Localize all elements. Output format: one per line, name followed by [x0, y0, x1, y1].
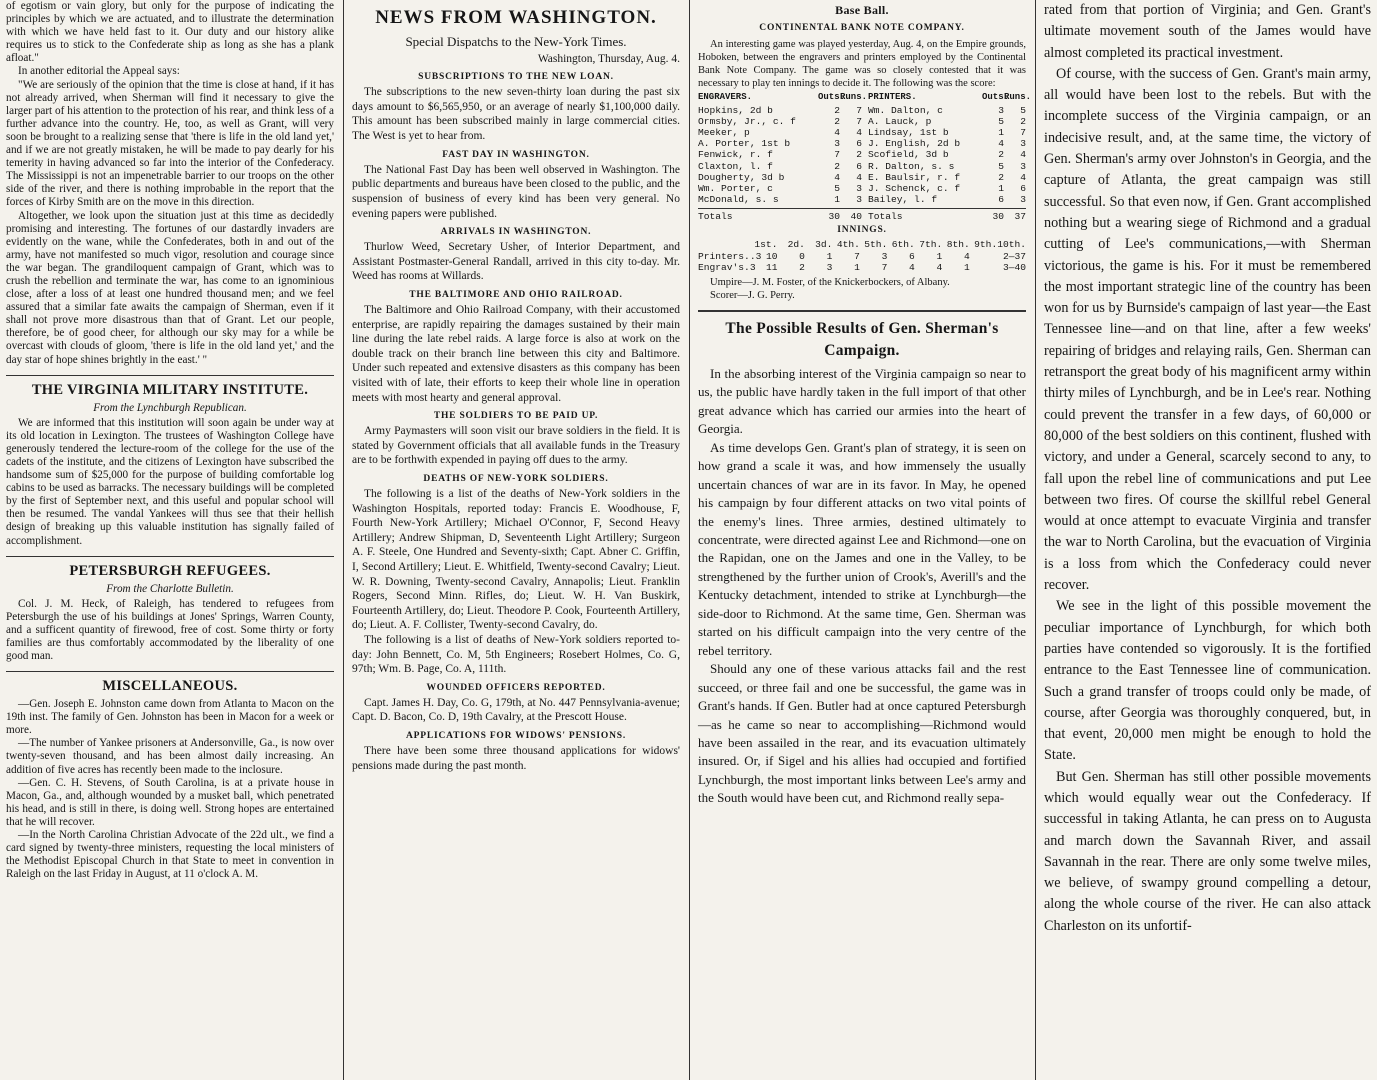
article-paragraph: "We are seriously of the opinion that the time is close at hand, if it has not already arrived, when Sherman will find it necessary to give the larger part of his attention to the protection of his rear, and think less of a further advance into the country. He, too, as well as Grant, will very soon be brought to a realizing sense that 'there is life in the old land yet,' and if we are not greatly mistaken, he will be made to pay dearly for his temerity in having advanced so far into the interior of the Confederacy. The Mississippi is not an impenetrable barrier to our troops on the other side of the river, and there is nothing improbable in the report that the forces of Kirby Smith are on the move in this direction. [6, 78, 334, 209]
article-paragraph: of egotism or vain glory, but only for the purpose of indicating the principles by which we are actuated, and to illustrate the determination with which we have held fast to it. Our duty and our history alike requires us to stick to the Confederate ship as long as she has a plank afloat." [6, 0, 334, 65]
article-paragraph: rated from that portion of Virginia; and Gen. Grant's ultimate movement south of the James would have almost completed its practical investment. [1044, 2, 1371, 61]
score-header-outs: Outs. [982, 92, 1010, 103]
column-rule [343, 0, 344, 1080]
innings-header: 7th. [919, 239, 943, 251]
article-heading: MISCELLANEOUS. [6, 671, 334, 695]
score-cell: 4 [834, 126, 840, 138]
score-cell: 7 [856, 104, 862, 116]
score-cell: 2 [834, 160, 840, 172]
column-2 [346, 0, 686, 1080]
box-score [698, 92, 1032, 103]
score-cell: 4 [834, 171, 840, 183]
score-cell: 3 [856, 183, 862, 195]
section-heading: SUBSCRIPTIONS TO THE NEW LOAN. [418, 72, 614, 83]
score-cell: 7 [856, 115, 862, 127]
innings-value: 3 [826, 262, 833, 274]
score-cell: 5 [834, 183, 840, 195]
score-cell: Fenwick, r. f [698, 149, 773, 161]
article-source: From the Lynchburgh Republican. [93, 401, 247, 414]
score-header-engravers: ENGRAVERS. [698, 92, 753, 103]
section-heading: DEATHS OF NEW-YORK SOLDIERS. [423, 474, 609, 484]
box-score-rows [698, 105, 1026, 206]
innings-value: 2 [799, 262, 805, 274]
innings-header: 2d. [787, 239, 805, 251]
score-header-outs: Outs. [818, 92, 846, 103]
article-paragraph: Should any one of these various attacks fail and the rest succeed, or three fail and one be successful, the game was in Grant's hands. If Gen. Butler had at once captured Petersburgh—as he came so near to accomplishing—Richmond would have been assailed in the rear, and its evacuation ultimately insured. Or, if Sigel and his allies had occupied and fortified Lynchburgh, the most important links between Lee's army and the South would have been cut, and Richmond really sepa- [698, 661, 1026, 806]
section-heading: APPLICATIONS FOR WIDOWS' PENSIONS. [405, 731, 627, 742]
misc-item: —The number of Yankee prisoners at Andersonville, Ga., is now over twenty-seven thousand, and has been almost daily increasing. An addition of five acres has recently been made to the inclosure. [6, 737, 334, 776]
innings-header: 1st. [754, 239, 778, 251]
score-cell: Hopkins, 2d b [698, 104, 773, 116]
score-cell: 3 [1020, 160, 1026, 172]
score-cell: A. Lauck, p [868, 115, 932, 127]
innings-value: 3—40 [1002, 262, 1026, 274]
article-paragraph: The Baltimore and Ohio Railroad Company, with their accustomed enterprise, are rapidly repairing the damages sustained by their main line during the late rebel raids. A large force is also at work on the double track on their branch line between this city and Baltimore. Under such repeated and extensive disasters as this company has been visited with of late, their efforts to keep their whole line in operation meets with most hearty and general approval. [352, 304, 680, 404]
umpire-line: Umpire—J. M. Foster, of the Knickerbockers, of Albany. [710, 276, 950, 288]
column-rule [1035, 0, 1036, 1080]
article-source: From the Charlotte Bulletin. [106, 582, 234, 595]
article-paragraph: In the absorbing interest of the Virginia campaign so near to us, the public have hardly taken in the full import of that other great advance which has carried our armies into the heart of Georgia. [698, 365, 1026, 437]
article-paragraph: Altogether, we look upon the situation just at this time as decidedly promising and interesting. The fortunes of our dastardly invaders are evidently on the wane, while the Confederates, both in and out of the army, have not manifested so much vigor, resolution and courage since the war began. The grandiloquent campaign of Grant, which was to crush the rebellion and terminate the war, has come to an ignominious close, after a loss of at least one hundred thousand men; and we feel assured that a similar fate awaits the campaign of Sherman, even if it shall not prove more disastrous than that of Grant. Let our people, therefore, be of good cheer, for although our sky may for a while be overcast with clouds of gloom, 'there is life in the old land yet,' and the day star of hope shines brightly in the east.' " [6, 209, 334, 366]
section-heading: THE SOLDIERS TO BE PAID UP. [433, 411, 599, 422]
column-1 [0, 0, 340, 1080]
score-cell: Dougherty, 3d b [698, 171, 785, 183]
totals-label: Totals [698, 208, 818, 222]
score-cell: 5 [998, 115, 1004, 127]
score-cell: Wm. Dalton, c [868, 104, 943, 116]
innings-value: 4 [936, 262, 943, 274]
article-subheading: CONTINENTAL BANK NOTE COMPANY. [759, 23, 965, 34]
innings-value: 0 [799, 250, 805, 262]
innings-value: 3 [881, 250, 888, 262]
innings-value: 2—37 [1002, 250, 1026, 262]
score-cell: 2 [856, 149, 862, 161]
score-cell: A. Porter, 1st b [698, 138, 791, 150]
score-cell: McDonald, s. s [698, 194, 779, 206]
article-heading: Base Ball. [835, 3, 889, 17]
article-heading: THE VIRGINIA MILITARY INSTITUTE. [6, 375, 334, 399]
article-paragraph: Thurlow Weed, Secretary Usher, of Interior Department, and Assistant Postmaster-General Randall, arrived in this city to-day. Mr. Weed has rooms at Willards. [352, 241, 680, 283]
score-cell: 7 [834, 149, 840, 161]
score-cell: 2 [998, 171, 1004, 183]
article-paragraph: But Gen. Sherman has still other possible movements which would equally wear out the Confederacy. If successful in taking Atlanta, he can press on to Augusta and march down the Savannah River, and assail Savannah in the rear. There are only some twelve miles, we believe, of swampy ground compelling a detour, along the whole course of the river. He can also attack Charleston on its unfortif- [1044, 768, 1371, 934]
innings-table [698, 239, 1026, 274]
score-cell: 5 [1020, 104, 1026, 116]
column-4 [1038, 0, 1377, 1080]
section-heading: ARRIVALS IN WASHINGTON. [440, 227, 592, 238]
innings-header: 8th. [946, 239, 970, 251]
score-cell: 4 [856, 126, 862, 138]
innings-team: Engrav's.3 [698, 262, 756, 274]
score-cell: 1 [834, 194, 840, 206]
box-score-totals [698, 208, 1026, 222]
score-cell: Scofield, 3d b [868, 149, 949, 161]
article-paragraph: Capt. James H. Day, Co. G, 179th, at No. 447 Pennsylvania-avenue; Capt. D. Bacon, Co. D, 19th Cavalry, at the Prescott House. [352, 696, 680, 724]
totals-value: 30 [818, 208, 840, 222]
innings-value: 7 [881, 262, 888, 274]
article-paragraph: The National Fast Day has been well observed in Washington. The public departments and bureaus have been closed to the public, and the suspension of business of every kind has been very general. No evening papers were published. [352, 163, 680, 220]
score-cell: 2 [998, 149, 1004, 161]
article-paragraph: The following is a list of the deaths of New-York soldiers in the Washington Hospitals, reported today: Francis E. Woodhouse, F, Fourth New-York Artillery; Michael O'Connor, F, Second Heavy Artillery; Andrew Shipman, D, Seventeenth Light Artillery; Surgeon A. F. Steele, One Hundred and Seventy-sixth; Capt. Abner C. Griffin, I, Second Artillery; Lieut. E. Whitfield, Twenty-second Cavalry; Lieut. W. R. Downing, Twenty-second Cavalry, Annapolis; Lieut. Franklin Rogers, Second Minn. Rifles, do; Lieut. W. H. Van Buskirk, Fourteenth Artillery, do; Lieut. Theodore P. Cook, Fourteenth Artillery, do; Lieut. A. F. Collister, Twenty-second Cavalry, do. [352, 488, 680, 632]
innings-header: 6th. [891, 239, 915, 251]
score-cell: J. Schenck, c. f [868, 183, 961, 195]
score-cell: 2 [834, 115, 840, 127]
article-heading: The Possible Results of Gen. Sherman's Campaign. [698, 310, 1026, 362]
column-rule [689, 0, 690, 1080]
totals-value: 37 [1004, 208, 1026, 222]
score-cell: Lindsay, 1st b [868, 126, 949, 138]
innings-value: 10 [765, 250, 778, 262]
score-cell: 3 [856, 194, 862, 206]
misc-item: —Gen. C. H. Stevens, of South Carolina, is at a private house in Macon, Ga., and, although wounded by a musket ball, which penetrated his head, and is still in there, is doing well. Strong hopes are entertained that he will recover. [6, 776, 334, 828]
article-paragraph: Army Paymasters will soon visit our brave soldiers in the field. It is stated by Government officials that all available funds in the Treasury are to be forthwith expended in paying off dues to the army. [352, 425, 680, 467]
article-heading: PETERSBURGH REFUGEES. [6, 556, 334, 580]
score-cell: 6 [856, 160, 862, 172]
score-cell: 2 [834, 104, 840, 116]
score-cell: 3 [1020, 194, 1026, 206]
article-paragraph: As time develops Gen. Grant's plan of strategy, it is seen on how grand a scale it was, and how immensely the usually uncertain chances of war are in its favor. In May, he opened his campaign by four different attacks on two vital points of the enemy's lines. Three armies, destined ultimately to concentrate, were directed against Lee and Richmond—one on the Rapidan, one on the James and one in the Valley, to be strengthened by the further union of Crook's, Averill's and the Kentucky detachment, intended to strike at Lynchburgh—the side-door to Richmond. At the same time, Gen. Sherman was started on his difficult campaign into the very centre of the rebel territory. [698, 439, 1026, 658]
innings-value: 4 [963, 250, 970, 262]
score-cell: Bailey, l. f [868, 194, 938, 206]
score-cell: 7 [1020, 126, 1026, 138]
innings-value: 11 [765, 262, 778, 274]
innings-value: 1 [936, 250, 943, 262]
misc-item: —In the North Carolina Christian Advocate of the 22d ult., we find a card signed by twenty-three ministers, requesting the local ministers of the Methodist Episcopal Church in that State to meet in convention in Raleigh on the last Friday in August, at 11 o'clock A. M. [6, 829, 334, 881]
innings-value: 6 [909, 250, 915, 262]
score-cell: 6 [856, 138, 862, 150]
score-header-printers: PRINTERS. [868, 92, 917, 103]
score-cell: 3 [998, 104, 1004, 116]
misc-item: —Gen. Joseph E. Johnston came down from Atlanta to Macon on the 19th inst. The family of Gen. Johnston has been in Macon for a week or more. [6, 698, 334, 737]
score-header-runs: Runs. [840, 92, 868, 103]
section-heading: THE BALTIMORE AND OHIO RAILROAD. [409, 289, 623, 300]
score-cell: R. Dalton, s. s [868, 160, 955, 172]
section-heading: FAST DAY IN WASHINGTON. [442, 149, 590, 160]
score-cell: 5 [998, 160, 1004, 172]
score-cell: J. English, 2d b [868, 138, 961, 150]
article-paragraph: The following is a list of deaths of New-York soldiers reported to-day: John Bennett, Co. M, 5th Engineers; Rosebert Holmes, Co. G, 97th; Wm. B. Page, Co. A, 111th. [352, 634, 680, 676]
innings-header: 5th. [864, 239, 888, 251]
score-cell: E. Baulsir, r. f [868, 171, 961, 183]
scorer-line: Scorer—J. G. Perry. [710, 289, 795, 301]
innings-corner [698, 239, 750, 251]
score-cell: Claxton, l. f [698, 160, 773, 172]
score-cell: Wm. Porter, c [698, 183, 773, 195]
innings-value: 1 [854, 262, 860, 274]
score-cell: 1 [998, 126, 1004, 138]
section-heading: WOUNDED OFFICERS REPORTED. [426, 682, 606, 693]
dispatch-line: Special Dispatchs to the New-York Times. [405, 34, 627, 50]
innings-value: 4 [909, 262, 915, 274]
score-cell: 4 [998, 138, 1004, 150]
score-cell: 2 [1020, 115, 1026, 127]
score-cell: Ormsby, Jr., c. f [698, 115, 796, 127]
score-header-runs: Runs. [1004, 92, 1032, 103]
score-cell: Meeker, p [698, 126, 750, 138]
innings-heading: INNINGS. [837, 224, 887, 235]
article-paragraph: We are informed that this institution will soon again be under way at its old location in Lexington. The trustees of Washington College have generously tendered the lecture-room of the college for the use of the cadets of the institute, and the citizens of Lexington have subscribed the handsome sum of $25,000 for the purpose of building comfortable log cabins to be used as barracks. The necessary buildings will be completed by the first of September next, and this useful and popular school will then be resumed. The vandal Yankees will thus see that their hellish design of breaking up this valuable institution has signally failed of accomplishment. [6, 416, 334, 547]
totals-value: 40 [840, 208, 862, 222]
totals-label: Totals [862, 208, 982, 222]
article-paragraph: Of course, with the success of Gen. Grant's main army, all would have been lost to the rebels. But with the incomplete success of the Virginia campaign, or an indecisive result, and, at the same time, the victory of Gen. Sherman's army over Johnston's in Georgia, and the capture of Atlanta, the great campaign was still successful. So that even now, if Gen. Grant accomplished nothing but a wearing siege of Richmond and a gradual cutting of Lee's communications,—with Sherman victorious, the game is his. For it must be remembered the most important strategic line of the country has been won for us by Burnside's campaign of last year—the East Tennessee line—and on that line, after a few weeks' repairing of bridges and relaying rails, Gen. Sherman can retransport the great body of his magnificent army within thirty miles of Lynchburgh, and be in Lee's rear. Nothing could prevent the transfer in a few days, of 60,000 or 80,000 of the best soldiers on this continent, flushed with victory, and under a General, scarcely second to any, to fall upon the rebel line of communications and put Lee between two fires. Of course the skillful rebel General would at once attempt to evacuate Virginia and transfer the war to North Carolina, but the evacuation of Virginia is a loss from which the Confederacy could never recover. [1044, 65, 1371, 594]
article-paragraph: An interesting game was played yesterday, Aug. 4, on the Empire grounds, Hoboken, between the engravers and printers employed by the Continental Bank Note Company. The game was so closely contested that it was necessary to play ten innings to decide it. The following was the score: [698, 38, 1026, 89]
innings-value: 1 [963, 262, 970, 274]
score-cell: 6 [998, 194, 1004, 206]
score-cell: 4 [856, 171, 862, 183]
score-cell: 3 [1020, 138, 1026, 150]
dateline: Washington, Thursday, Aug. 4. [537, 52, 680, 65]
score-cell: 6 [1020, 183, 1026, 195]
score-cell: 3 [834, 138, 840, 150]
score-cell: 4 [1020, 149, 1026, 161]
article-paragraph: The subscriptions to the new seven-thirty loan during the past six days amount to $6,565,950, or an average of nearly $1,100,000 daily. This amount has been subscribed mainly in large commercial cities. The West is yet to hear from. [352, 86, 680, 143]
score-cell: 4 [1020, 171, 1026, 183]
innings-header: 10th. [997, 239, 1026, 251]
innings-value: 7 [854, 250, 860, 262]
innings-header: 4th. [836, 239, 860, 251]
innings-header: 3d. [815, 239, 833, 251]
totals-value: 30 [982, 208, 1004, 222]
article-paragraph: Col. J. M. Heck, of Raleigh, has tendered to refugees from Petersburgh the use of his buildings at Jones' Springs, Warren County, and a sufficent quantity of firewood, free of cost. Some thirty or forty families are thus comfortably accommodated by the liberality of one good man. [6, 597, 334, 663]
score-cell: 1 [998, 183, 1004, 195]
article-paragraph: In another editorial the Appeal says: [18, 65, 180, 78]
page-title: NEWS FROM WASHINGTON. [375, 7, 657, 28]
innings-value: 1 [826, 250, 833, 262]
innings-team: Printers..3 [698, 250, 762, 262]
article-paragraph: There have been some three thousand applications for widows' pensions made during the past month. [352, 745, 680, 772]
column-3 [692, 0, 1032, 1080]
article-paragraph: We see in the light of this possible movement the peculiar importance of Lynchburgh, for which both parties have contended so vigorously. It is the fortified entrance to the East Tennessee line of communication. Such a grand transfer of troops could only be made, of course, after Georgia was thoroughly conquered, but, in that event, 20,000 men might be enough to hold the State. [1044, 598, 1371, 764]
innings-header: 9th. [974, 239, 998, 251]
